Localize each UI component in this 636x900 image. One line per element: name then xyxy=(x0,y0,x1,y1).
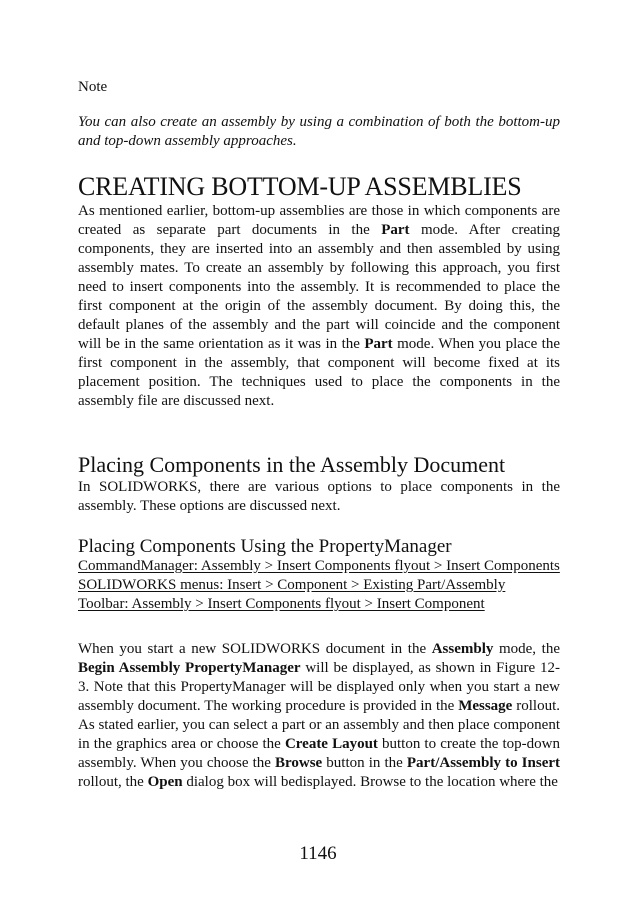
command-paths xyxy=(78,557,560,614)
subsection-title: Placing Components in the Assembly Document xyxy=(78,452,506,477)
note-text: You can also create an assembly by using a combination of both the bottom-up and top-down assembly approaches. xyxy=(78,114,560,149)
subsubsection-title: Placing Components Using the PropertyManager xyxy=(78,536,452,557)
menus-path: SOLIDWORKS menus: Insert > Component > Existing Part/Assembly xyxy=(78,577,506,593)
subsection-paragraph: In SOLIDWORKS, there are various options to place components in the assembly. These options are discussed next. xyxy=(78,479,560,514)
subsubsection-paragraph: When you start a new SOLIDWORKS document in the Assembly mode, the Begin Assembly PropertyManager will be displayed, as shown in Figure 12-3. Note that this PropertyManager will be displayed only when you start a new assembly document. The working procedure is provided in the Message rollout. As stated earlier, you can select a part or an assembly and then place component in the graphics area or choose the Create Layout button to create the top-down assembly. When you choose the Browse button in the Part/Assembly to Insert rollout, the Open dialog box will bedisplayed. Browse to the location where the xyxy=(78,641,561,790)
page-number: 1146 xyxy=(299,843,337,864)
note-label: Note xyxy=(78,79,108,95)
toolbar-path: Toolbar: Assembly > Insert Components flyout > Insert Component xyxy=(78,596,485,612)
section-title: CREATING BOTTOM-UP ASSEMBLIES xyxy=(78,172,522,201)
section-paragraph: As mentioned earlier, bottom-up assemblies are those in which components are created as separate part documents in the Part mode. After creating components, they are inserted into an assembly and then assembled by using assembly mates. To create an assembly by following this approach, you first need to insert components into the assembly. It is recommended to place the first component at the origin of the assembly document. By doing this, the default planes of the assembly and the part will coincide and the component will be in the same orientation as it was in the Part mode. When you place the first component in the assembly, that component will become fixed at its placement position. The techniques used to place the components in the assembly file are discussed next. xyxy=(78,203,561,409)
commandmanager-path: CommandManager: Assembly > Insert Components flyout > Insert Components xyxy=(78,558,560,574)
